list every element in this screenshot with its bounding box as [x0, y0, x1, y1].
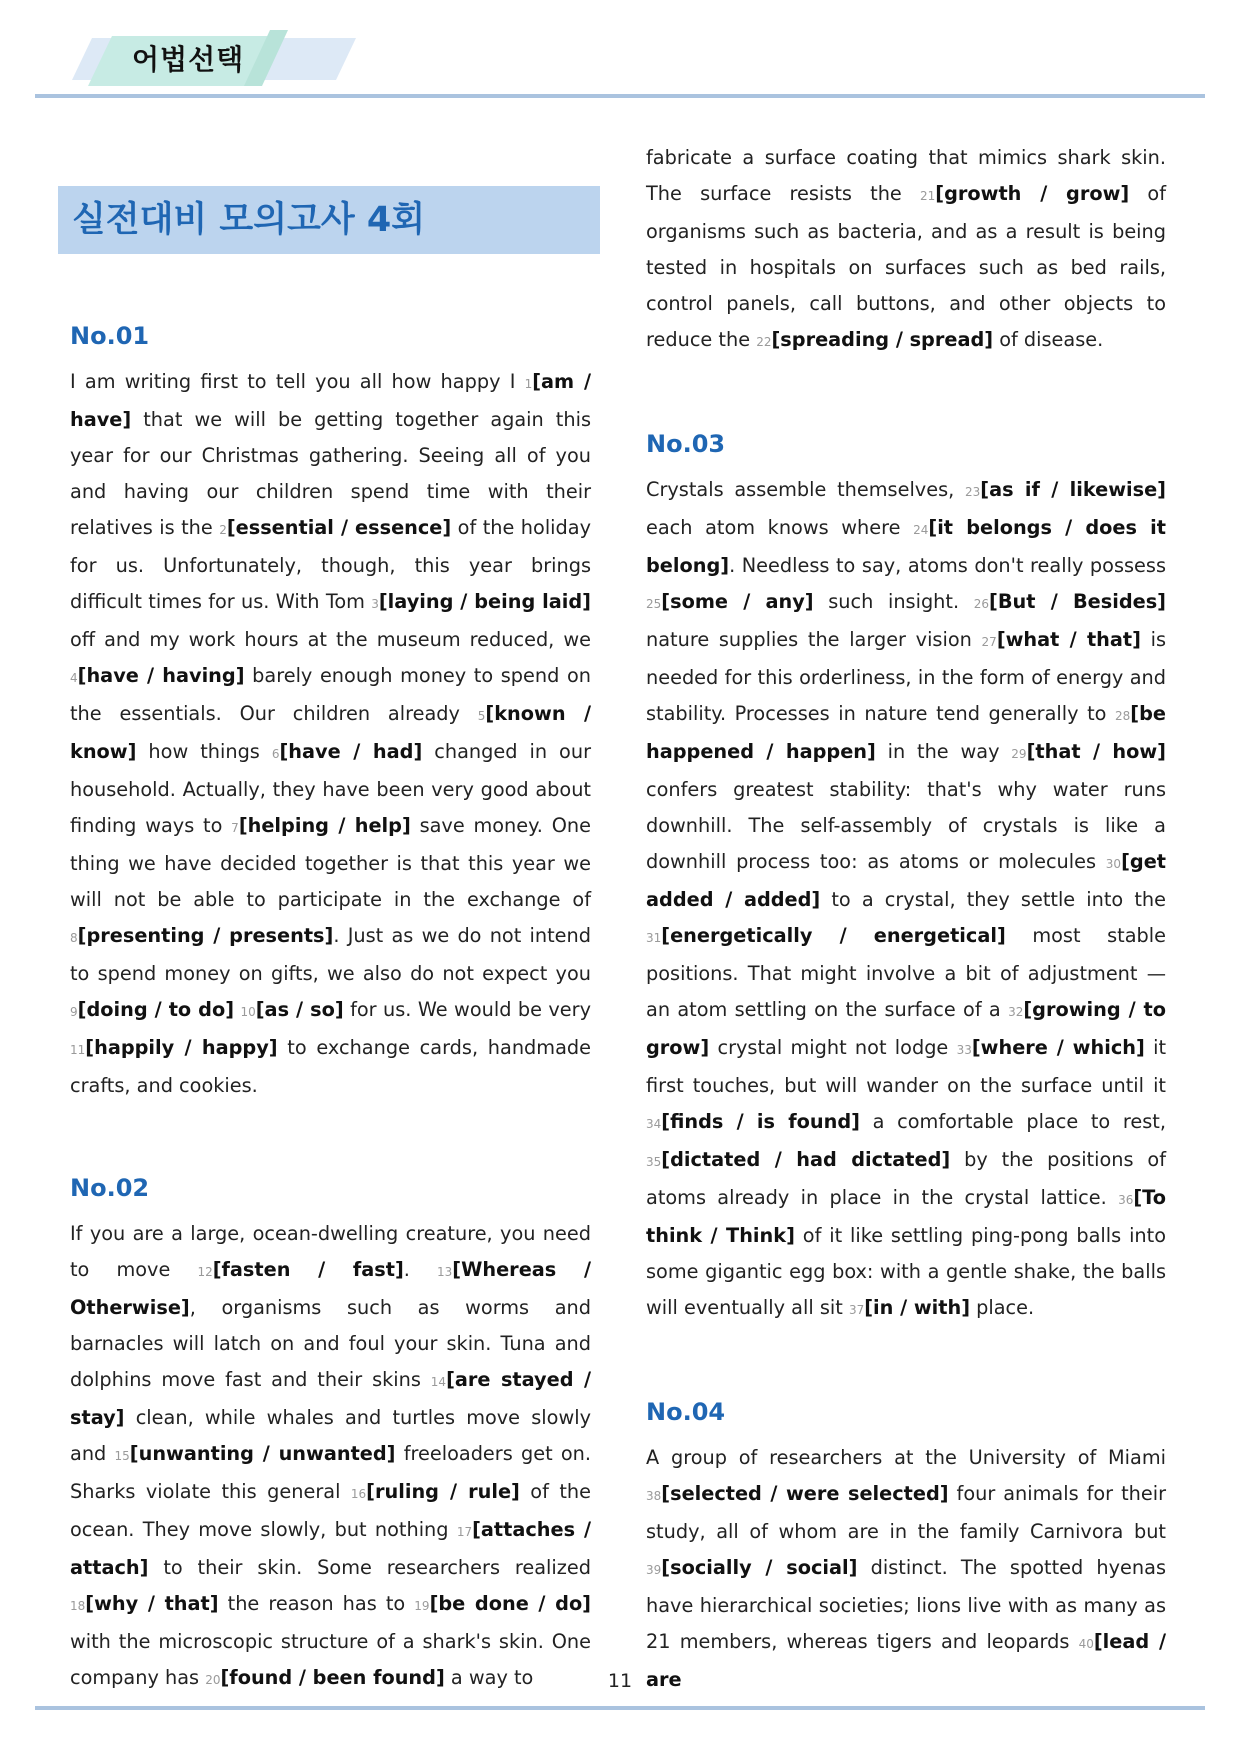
grammar-choice: [spreading / spread] [771, 328, 994, 351]
header-divider [35, 94, 1205, 98]
question-passage [646, 1440, 1166, 1698]
blank-number: 6 [271, 747, 280, 761]
question-passage-continued [646, 140, 1166, 360]
blank-number: 11 [70, 1043, 86, 1057]
passage-text: for us. We would be very [343, 998, 591, 1021]
blank-number: 26 [973, 597, 990, 611]
blank-number: 16 [350, 1487, 367, 1501]
passage-text: a comfortable place to rest, [859, 1110, 1166, 1133]
passage-text: fabricate a surface coating that mimics shark skin. The surface resists the [646, 146, 1166, 205]
passage-text: off and my work hours at the museum reduced, we [70, 628, 591, 651]
passage-text: it first touches, but will wander on the surface until it [646, 1036, 1167, 1097]
blank-number: 39 [646, 1563, 662, 1577]
blank-number: 33 [956, 1043, 972, 1057]
page-number: 11 [607, 1670, 633, 1692]
passage-text: . Just as we do not intend to spend money on gifts, we also do not expect you [70, 924, 591, 985]
grammar-choice: [that / how] [1026, 740, 1166, 763]
passage-text: of organisms such as bacteria, and as a result is being tested in hospitals on surfaces such as bed rails, control panels, call buttons, and other objects to reduce the [646, 182, 1167, 351]
blank-number: 7 [231, 821, 239, 835]
blank-number: 17 [456, 1525, 473, 1539]
blank-number: 34 [646, 1117, 662, 1131]
blank-number: 37 [848, 1303, 865, 1317]
question-number: No.01 [70, 322, 150, 350]
passage-text: changed in our household. Actually, they have been very good about finding ways to [70, 740, 591, 837]
left-column [70, 322, 591, 1698]
grammar-choice: [as / so] [255, 998, 344, 1021]
grammar-choice: [found / been found] [220, 1666, 445, 1689]
passage-text: to a crystal, they settle into the [820, 888, 1166, 911]
grammar-choice: [doing / to do] [77, 998, 235, 1021]
passage-text: such insight. [813, 590, 974, 613]
grammar-choice: [dictated / had dictated] [661, 1148, 951, 1171]
blank-number: 1 [524, 377, 533, 391]
blank-number: 40 [1078, 1637, 1094, 1651]
grammar-choice: [in / with] [864, 1296, 971, 1319]
blank-number: 35 [646, 1155, 662, 1169]
passage-text: , organisms such as worms and barnacles will latch on and foul your skin. Tuna and dolphins move fast and their skins [70, 1296, 591, 1391]
grammar-choice: [But / Besides] [989, 590, 1166, 613]
blank-number: 9 [70, 1005, 78, 1019]
passage-text: . [403, 1258, 438, 1281]
passage-text: confers greatest stability: that's why water runs downhill. The self-assembly of crystals is like a downhill process too: as atoms or molecules [646, 778, 1166, 873]
grammar-choice: [some / any] [661, 590, 814, 613]
passage-text: of it like settling ping-pong balls into some gigantic egg box: with a gentle shake, the balls will eventually all sit [646, 1224, 1166, 1319]
passage-text: a way to [444, 1666, 534, 1689]
blank-number: 2 [219, 523, 227, 537]
grammar-choice: [Whereas / Otherwise] [70, 1258, 591, 1319]
passage-text: . Needless to say, atoms don't really possess [729, 554, 1166, 577]
blank-number: 38 [646, 1489, 662, 1503]
passage-text: distinct. The spotted hyenas have hierarchical societies; lions live with as many as 21 members, whereas tigers and leopards [646, 1556, 1166, 1653]
passage-text: with the microscopic structure of a shark's skin. One company has [70, 1630, 591, 1689]
grammar-choice: [helping / help] [238, 814, 411, 837]
blank-number: 12 [197, 1265, 213, 1279]
passage-text: is needed for this orderliness, in the form of energy and stability. Processes in nature tend generally to [646, 628, 1167, 725]
passage-text: that we will be getting together again this year for our Christmas gathering. Seeing all of you and having our children spend time with their relatives is the [70, 408, 591, 539]
grammar-choice: [it belongs / does it belong] [646, 516, 1167, 577]
grammar-choice: [am / have] [70, 370, 591, 431]
passage-text: most stable positions. That might involve a bit of adjustment — an atom settling on the surface of a [646, 924, 1167, 1021]
blank-number: 22 [756, 335, 772, 349]
grammar-choice: [why / that] [85, 1592, 219, 1615]
grammar-choice: [ruling / rule] [366, 1480, 520, 1503]
grammar-choice: [presenting / presents] [77, 924, 334, 947]
blank-number: 8 [70, 931, 78, 945]
question-number: No.02 [70, 1174, 150, 1202]
passage-text: in the way [875, 740, 1012, 763]
blank-number: 32 [1008, 1005, 1024, 1019]
blank-number: 30 [1105, 857, 1122, 871]
grammar-choice: [energetically / energetical] [661, 924, 1006, 947]
grammar-choice: [known / know] [70, 702, 592, 763]
passage-text: four animals for their study, all of whom are in the family Carnivora but [646, 1482, 1166, 1543]
question-passage [70, 1216, 591, 1698]
passage-text: the reason has to [218, 1592, 415, 1615]
blank-number: 23 [965, 485, 981, 499]
grammar-choice: [lead / are [646, 1630, 1166, 1691]
passage-text: of the ocean. They move slowly, but nothing [70, 1480, 591, 1541]
passage-text: to exchange cards, handmade crafts, and cookies. [70, 1036, 591, 1097]
grammar-choice: [have / having] [77, 664, 245, 687]
grammar-choice: [attaches / attach] [70, 1518, 591, 1579]
blank-number: 24 [913, 523, 929, 537]
footer-divider [35, 1706, 1205, 1710]
grammar-choice: [unwanting / unwanted] [129, 1442, 396, 1465]
passage-text: crystal might not lodge [709, 1036, 957, 1059]
grammar-choice: [happily / happy] [85, 1036, 278, 1059]
blank-number: 25 [646, 597, 662, 611]
passage-text: place. [970, 1296, 1035, 1319]
grammar-choice: [get added / added] [646, 850, 1166, 911]
blank-number: 10 [240, 1005, 256, 1019]
passage-text: of disease. [993, 328, 1104, 351]
passage-text: A group of researchers at the University of Miami [646, 1446, 1166, 1469]
grammar-choice: [growth / grow] [935, 182, 1130, 205]
grammar-choice: [be done / do] [429, 1592, 591, 1615]
right-column [646, 140, 1166, 1698]
question-number: No.04 [646, 1398, 726, 1426]
blank-number: 21 [920, 189, 936, 203]
passage-text: I am writing first to tell you all how happy I [70, 370, 525, 393]
passage-text: save money. One thing we have decided together is that this year we will not be able to participate in the exchange of [70, 814, 591, 911]
passage-text: by the positions of atoms already in place in the crystal lattice. [646, 1148, 1166, 1209]
blank-number: 18 [70, 1599, 86, 1613]
grammar-choice: [socially / social] [661, 1556, 858, 1579]
grammar-choice: [are stayed / stay] [70, 1368, 591, 1429]
grammar-choice: [growing / to grow] [646, 998, 1166, 1059]
grammar-choice: [fasten / fast] [212, 1258, 404, 1281]
grammar-choice: [selected / were selected] [661, 1482, 949, 1505]
grammar-choice: [what / that] [996, 628, 1141, 651]
passage-text: nature supplies the larger vision [646, 628, 982, 651]
blank-number: 15 [114, 1449, 130, 1463]
blank-number: 14 [430, 1375, 447, 1389]
question-number: No.03 [646, 430, 726, 458]
passage-text: of the holiday for us. Unfortunately, though, this year brings difficult times for us. With Tom [70, 516, 591, 613]
blank-number: 3 [371, 597, 379, 611]
blank-number: 31 [646, 931, 662, 945]
blank-number: 29 [1011, 747, 1027, 761]
passage-text: each atom knows where [646, 516, 914, 539]
blank-number: 5 [477, 709, 486, 723]
passage-text: clean, while whales and turtles move slowly and [70, 1406, 591, 1465]
grammar-choice: [laying / being laid] [378, 590, 591, 613]
page-header [0, 0, 1240, 100]
question-passage [70, 364, 591, 1104]
section-label: 어법선택 [132, 43, 245, 76]
passage-text: Crystals assemble themselves, [646, 478, 965, 501]
exam-title: 실전대비 모의고사 4회 [58, 186, 600, 254]
passage-text: freeloaders get on. Sharks violate this general [70, 1442, 591, 1503]
question-passage [646, 472, 1166, 1328]
grammar-choice: [as if / likewise] [980, 478, 1166, 501]
blank-number: 36 [1118, 1193, 1134, 1207]
blank-number: 27 [981, 635, 997, 649]
grammar-choice: [have / had] [279, 740, 423, 763]
blank-number: 28 [1115, 709, 1131, 723]
passage-text: how things [136, 740, 272, 763]
grammar-choice: [be happened / happen] [646, 702, 1166, 763]
passage-text: If you are a large, ocean-dwelling creature, you need to move [70, 1222, 591, 1281]
blank-number: 4 [70, 671, 78, 685]
grammar-choice: [finds / is found] [661, 1110, 860, 1133]
grammar-choice: [To think / Think] [646, 1186, 1166, 1247]
grammar-choice: [essential / essence] [226, 516, 452, 539]
passage-text: barely enough money to spend on the essentials. Our children already [70, 664, 591, 725]
blank-number: 20 [205, 1673, 221, 1687]
blank-number: 19 [414, 1599, 430, 1613]
grammar-choice: [where / which] [971, 1036, 1145, 1059]
blank-number: 13 [437, 1265, 453, 1279]
passage-text: to their skin. Some researchers realized [148, 1556, 591, 1579]
